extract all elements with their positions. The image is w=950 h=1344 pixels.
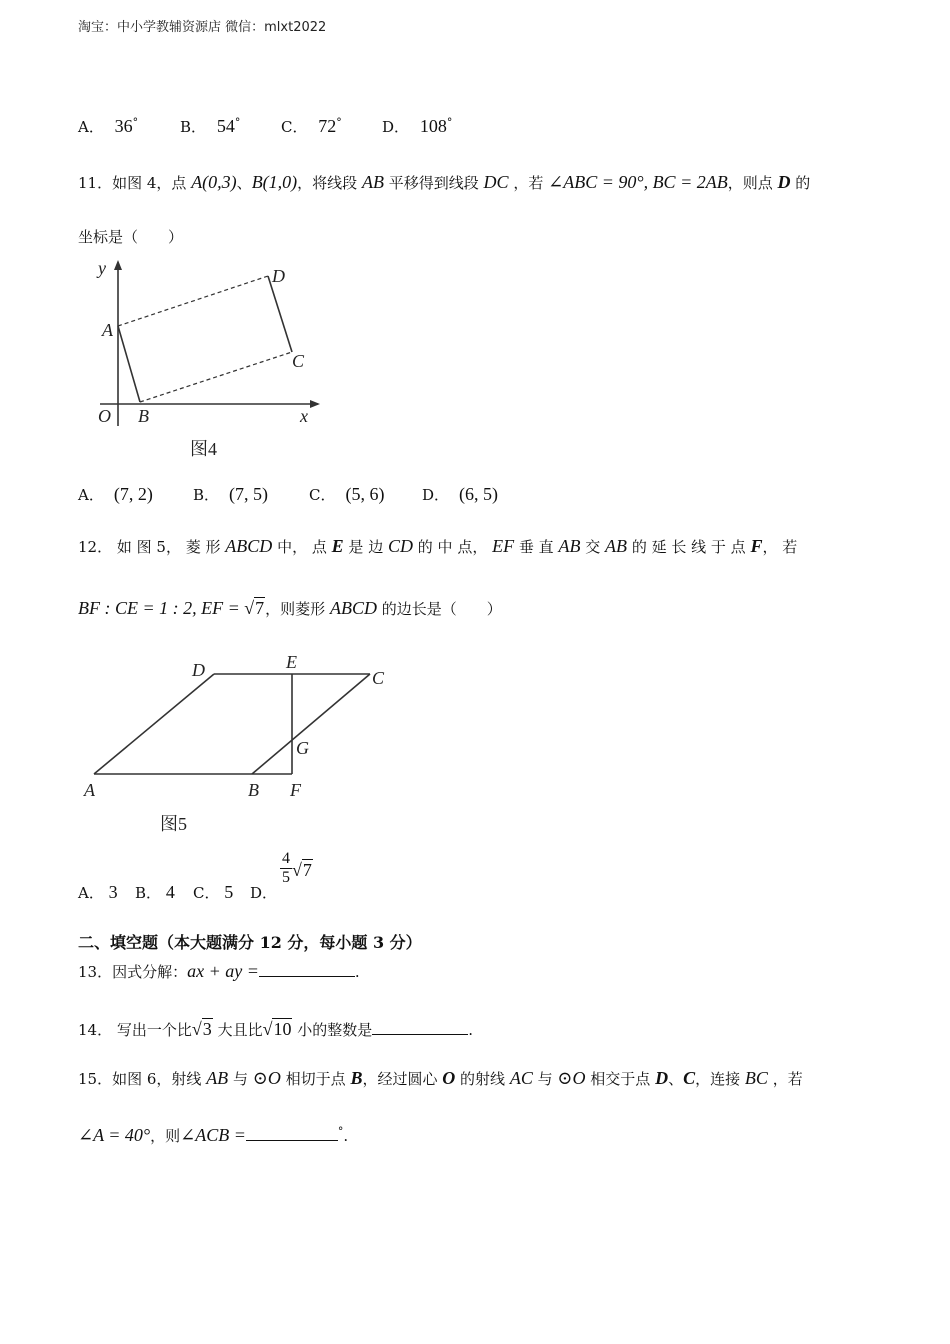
label-a: A <box>102 320 113 340</box>
q12-stem-line2: BF : CE = 1 : 2, EF = √7，则菱形 ABCD 的边长是（ ） <box>78 598 502 618</box>
q11-option-c[interactable]: C． (5, 6) <box>309 484 385 504</box>
figure-4-caption: 图4 <box>190 439 217 459</box>
q12-option-a[interactable]: A． 3 <box>78 882 118 902</box>
segment-ab <box>118 326 140 402</box>
q15-stem-line1: 15．如图 6，射线 AB 与 ⊙O 相切于点 B，经过圆心 O 的射线 AC 与 ⊙O 相交于点 D、C，连接 BC ，若 <box>78 1068 803 1088</box>
q14-answer-blank[interactable] <box>372 1018 468 1035</box>
q15-answer-blank[interactable] <box>246 1124 338 1141</box>
x-axis-arrow-icon <box>310 400 320 408</box>
side-cb <box>252 674 370 774</box>
figure-4 <box>80 252 340 462</box>
q10-option-d[interactable]: D． 108° <box>382 116 453 136</box>
label-y: y <box>98 258 106 278</box>
q15-stem-line2: ∠A = 40°，则∠ACB = °. <box>78 1125 349 1145</box>
y-axis-arrow-icon <box>114 260 122 270</box>
q12-stem-line1: 12． 如 图 5， 菱 形 ABCD 中， 点 E 是 边 CD 的 中 点， EF 垂 直 AB 交 AB 的 延 长 线 于 点 F， 若 <box>78 536 798 556</box>
segment-dc <box>268 276 292 352</box>
label-b: B <box>248 780 259 800</box>
label-f: F <box>290 780 301 800</box>
figure-5 <box>80 648 420 838</box>
figure-5-caption: 图5 <box>160 814 187 834</box>
q12-option-d[interactable]: D． <box>250 884 278 902</box>
q11-option-b[interactable]: B． (7, 5) <box>193 484 269 504</box>
q11-option-a[interactable]: A． (7, 2) <box>78 484 153 504</box>
q11-stem-line1: 11．如图 4，点 A(0,3)、B(1,0)，将线段 AB 平移得到线段 DC ，若 ∠ABC = 90°, BC = 2AB，则点 D 的 <box>78 172 811 192</box>
q10-option-b[interactable]: B． 54° <box>180 116 241 136</box>
q12-option-b[interactable]: B． 4 <box>135 882 175 902</box>
q13: 13．因式分解：ax + ay = . <box>78 961 360 981</box>
label-a: A <box>84 780 95 800</box>
label-b: B <box>138 406 149 426</box>
q12-option-d-value: $\frac{4}{5}$ √7 <box>282 850 312 886</box>
q12-option-c[interactable]: C． 5 <box>193 882 234 902</box>
label-e: E <box>286 652 297 672</box>
label-x: x <box>300 406 308 426</box>
q11-stem-line2: 坐标是（ ） <box>78 228 184 246</box>
page-header: 淘宝：中小学教辅资源店 微信：mlxt2022 <box>78 20 327 35</box>
label-g: G <box>296 738 309 758</box>
side-ad <box>94 674 214 774</box>
q14: 14． 写出一个比√3 大且比√10 小的整数是 . <box>78 1019 474 1039</box>
q10-option-a[interactable]: A． 36° <box>78 116 139 136</box>
q13-answer-blank[interactable] <box>259 960 355 977</box>
segment-bc <box>140 352 292 402</box>
label-o: O <box>98 406 111 426</box>
segment-ad <box>118 276 268 326</box>
section-2-title: 二、填空题（本大题满分 12 分，每小题 3 分） <box>78 933 422 952</box>
q10-option-c[interactable]: C． 72° <box>281 116 342 136</box>
q11-option-d[interactable]: D． (6, 5) <box>422 484 499 504</box>
label-c: C <box>372 668 385 688</box>
label-d: D <box>272 266 285 286</box>
label-d: D <box>192 660 205 680</box>
label-c: C <box>292 351 305 371</box>
